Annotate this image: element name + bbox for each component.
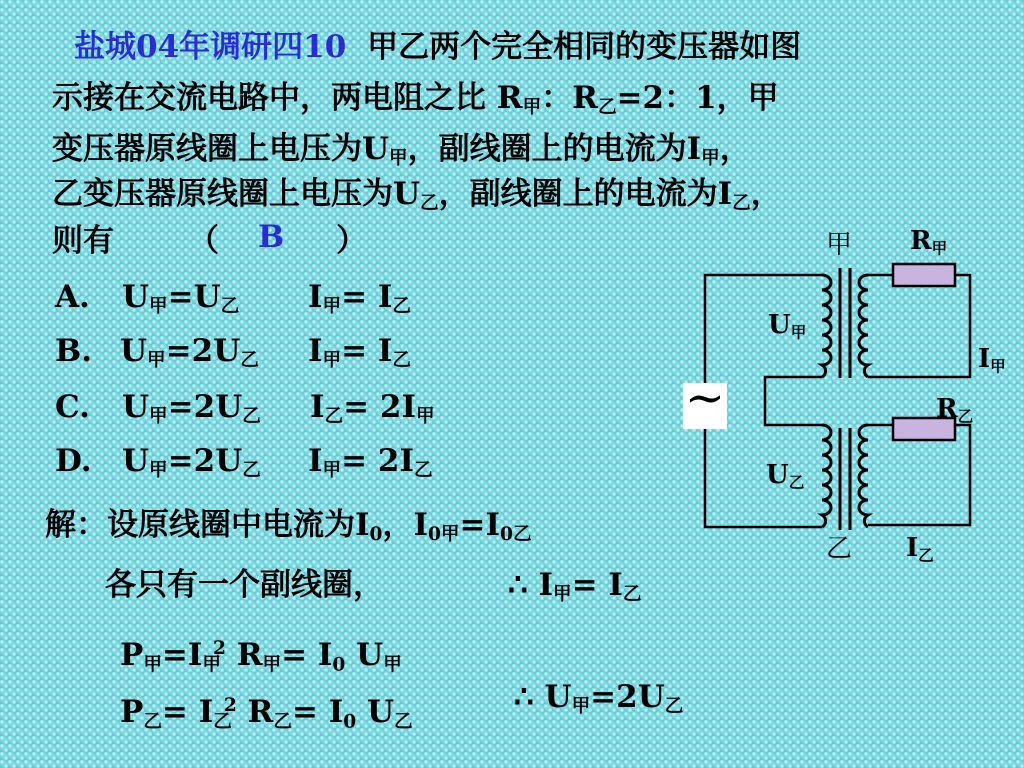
option-u-relation: $U_甲=2U_乙$: [122, 443, 261, 482]
option-u-relation: $U_甲=2U_乙$: [122, 389, 261, 428]
resistor-yi-label: $R_乙$: [936, 394, 974, 426]
solution-power-jia: $P_甲=I_甲^2$ $R_甲= I_0$ $U_甲$: [120, 637, 402, 676]
current-jia-label: $I_甲$: [978, 344, 1006, 376]
option-i-relation: $I_乙= 2I_甲$: [310, 389, 435, 428]
transformer-jia-label: 甲: [826, 230, 853, 260]
option-letter: D.: [55, 443, 92, 479]
solution-power-yi: $P_乙= I_乙^2$ $R_乙= I_0$ $U_乙$: [120, 694, 413, 733]
coil-windings: [822, 275, 868, 527]
voltage-jia-label: $U_甲$: [768, 310, 807, 342]
top-primary-coil: [822, 275, 831, 377]
circuit-wires: [705, 275, 970, 527]
solution-conclusion: ∴ $U_甲=2U_乙$: [514, 679, 684, 718]
question-line-2: 示接在交流电路中，两电阻之比 $R_甲$：$R_乙=2$：1，甲: [52, 80, 779, 119]
answer-bracket-close: ）: [336, 223, 367, 259]
question-line-4: 乙变压器原线圈上电压为$U_乙$，副线圈上的电流为$I_乙$，: [52, 176, 782, 215]
option-u-relation: $U_甲=2U_乙$: [120, 333, 259, 372]
top-secondary-coil: [859, 275, 868, 377]
option-i-relation: $I_甲= I_乙$: [308, 279, 412, 318]
ac-source-symbol: ~: [684, 370, 726, 426]
question-text: 甲乙两个完全相同的变压器如图: [367, 29, 802, 65]
solution-line-2-text: 各只有一个副线圈，: [105, 567, 384, 603]
resistor-jia-label: $R_甲$: [910, 226, 948, 258]
answer-bracket-open: （: [188, 223, 219, 259]
option-letter: A.: [55, 279, 90, 315]
option-letter: C.: [55, 389, 90, 425]
bottom-secondary-coil: [859, 425, 868, 527]
option-letter: B.: [55, 333, 92, 369]
option-i-relation: $I_甲= I_乙$: [308, 333, 412, 372]
bottom-primary-coil: [822, 425, 831, 527]
option-i-relation: $I_甲= 2I_乙$: [308, 443, 433, 482]
question-line-3: 变压器原线圈上电压为$U_甲$，副线圈上的电流为$I_甲$，: [52, 131, 751, 170]
solution-line-1: 解：设原线圈中电流为$I_0$，$I_{0甲}=I_{0乙}$: [45, 507, 532, 546]
voltage-yi-label: $U_乙$: [766, 460, 805, 492]
option-u-relation: $U_甲=U_乙$: [122, 279, 240, 318]
resistor-jia: [893, 264, 955, 286]
transformer-yi-label: 乙: [826, 534, 853, 564]
answer-letter: B: [258, 219, 285, 255]
source-tag: 盐城04年调研四10: [74, 29, 347, 65]
current-yi-label: $I_乙$: [906, 533, 934, 565]
transformer-cores: [840, 268, 850, 530]
question-line-5: 则有: [52, 223, 114, 259]
solution-line-2-result: ∴ $I_甲= I_乙$: [508, 567, 642, 606]
